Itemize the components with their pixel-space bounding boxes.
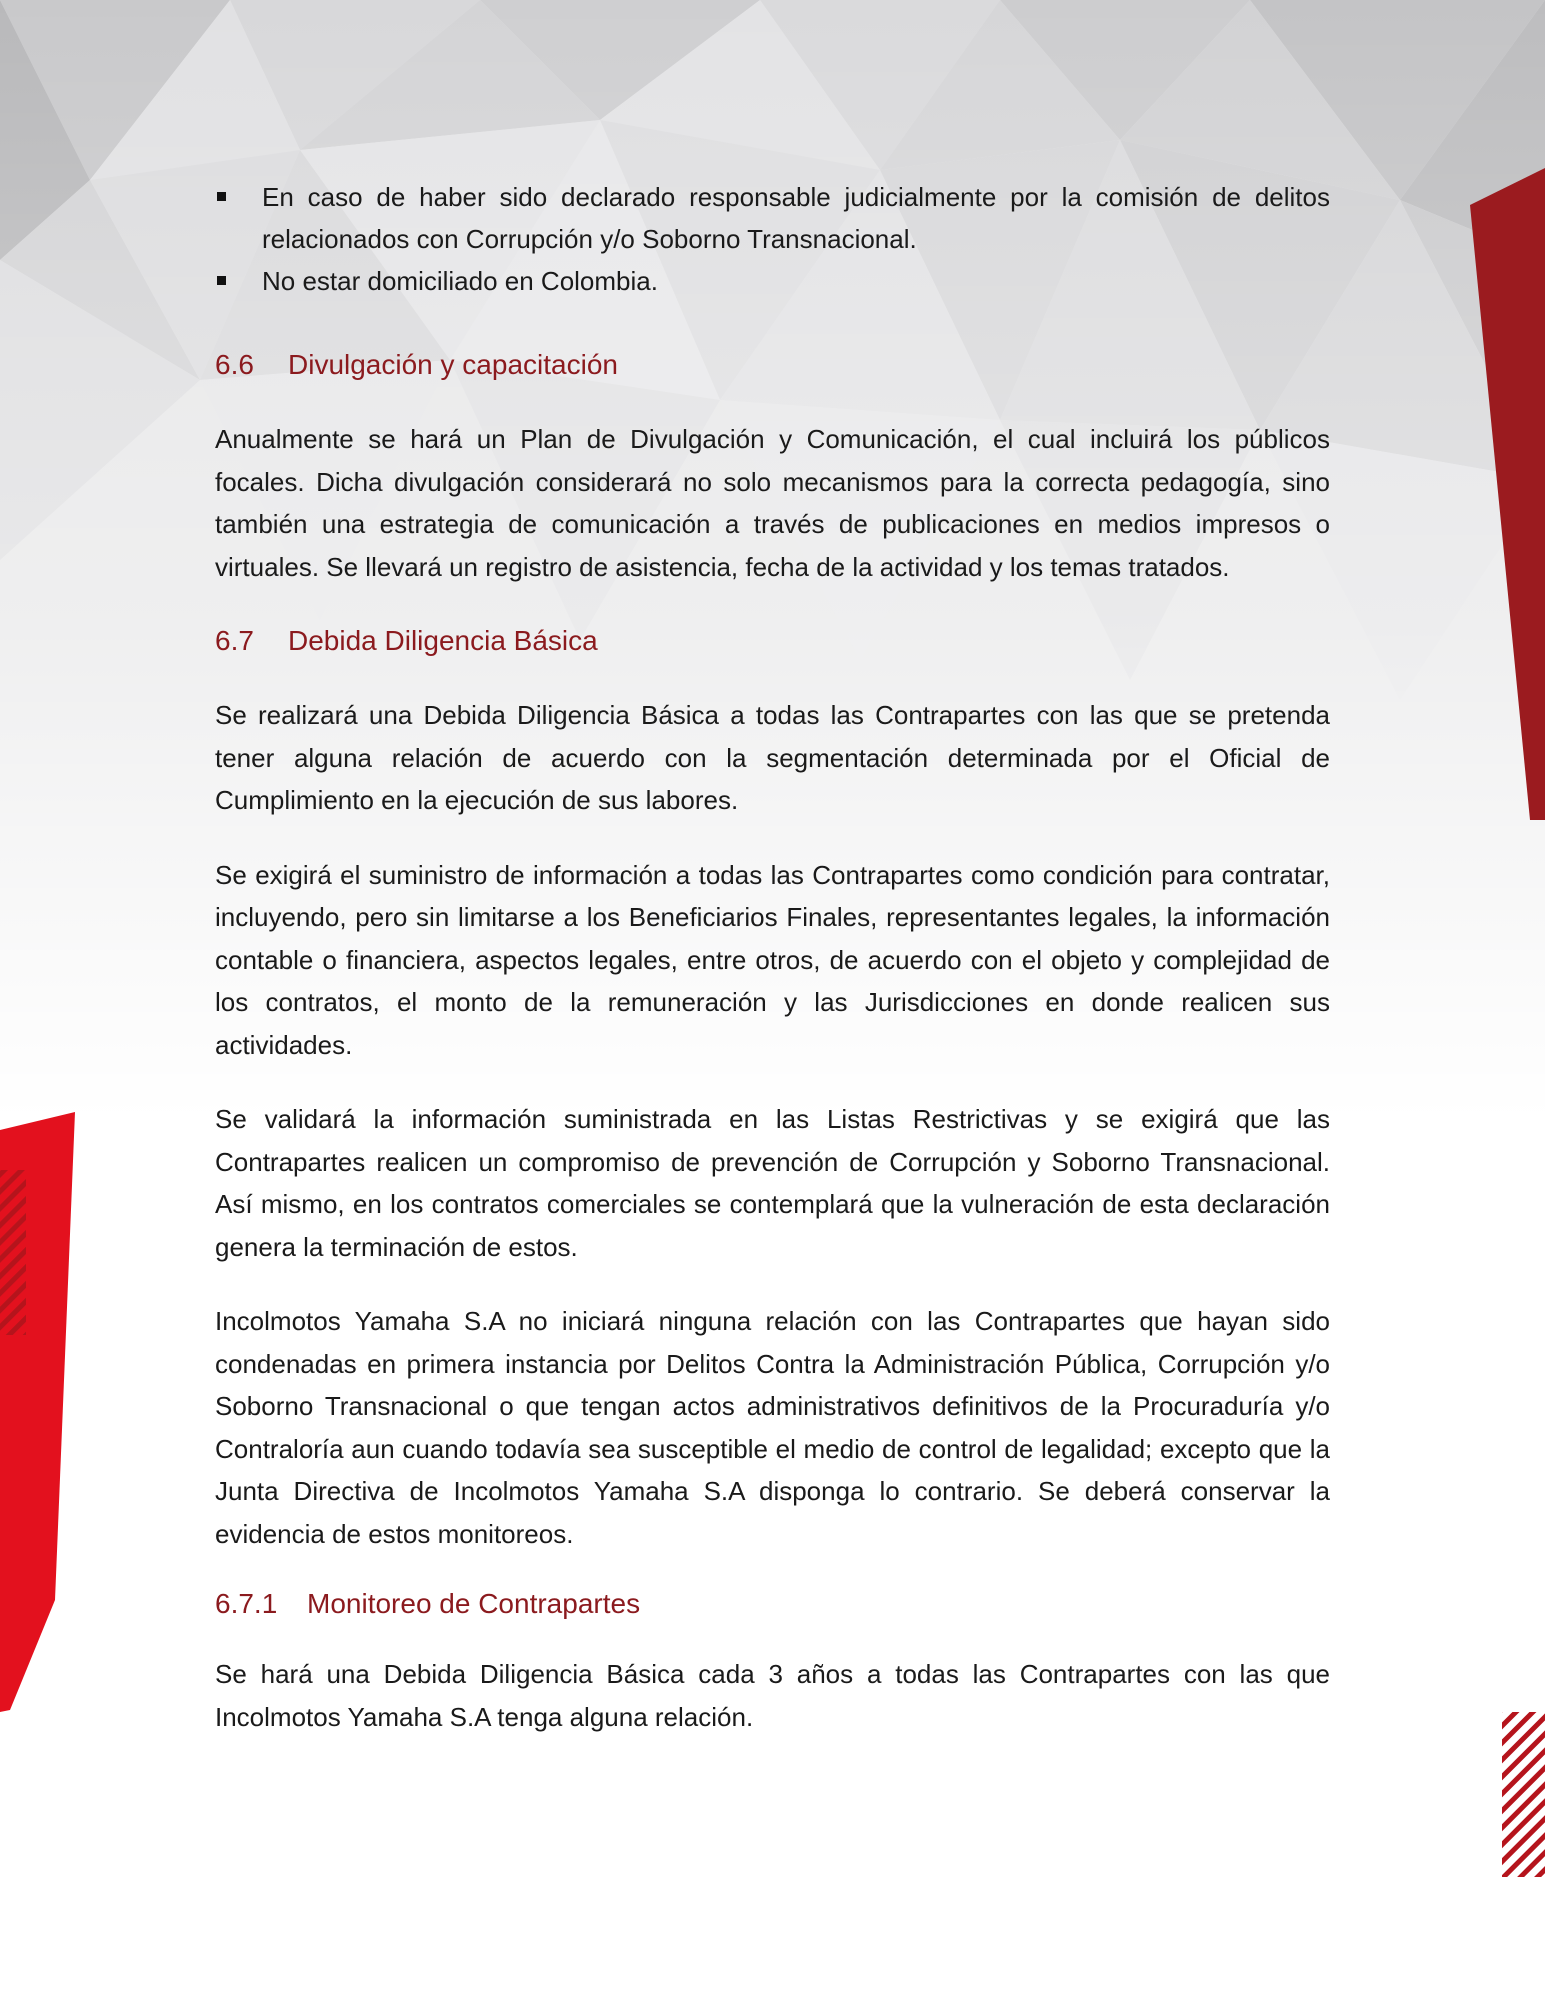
paragraph: Incolmotos Yamaha S.A no iniciará ninguna relación con las Contrapartes que hayan sido condenadas en primera instancia por Delitos Contra la Administración Pública, Corrupción y/o Soborno Transnacional o que tengan actos administrativos definitivos de la Procuraduría y/o Contraloría aun cuando todavía sea susceptible el medio de control de legalidad; excepto que la Junta Directiva de Incolmotos Yamaha S.A disponga lo contrario. Se deberá conservar la evidencia de estos monitoreos.: [215, 1306, 1330, 1549]
square-bullet-icon: [217, 276, 226, 285]
list-item: [215, 176, 1330, 260]
section-number: 6.7: [215, 625, 254, 656]
bullet-list: [215, 176, 1330, 302]
section-heading-6-7: [215, 620, 1330, 662]
section-heading-6-7-1: [215, 1583, 1330, 1625]
bullet-text: En caso de haber sido declarado responsable judicialmente por la comisión de delitos relacionados con Corrupción y/o Soborno Transnacional.: [262, 182, 1330, 254]
section-title: Divulgación y capacitación: [288, 349, 618, 380]
section-number: 6.7.1: [215, 1588, 278, 1619]
section-title: Debida Diligencia Básica: [288, 625, 598, 656]
paragraph: Se validará la información suministrada en las Listas Restrictivas y se exigirá que las Contrapartes realicen un compromiso de prevención de Corrupción y Soborno Transnacional. Así mismo, en los contratos comerciales se contemplará que la vulneración de esta declaración genera la terminación de estos.: [215, 1104, 1330, 1262]
right-hatch-pattern: [1502, 1712, 1545, 1877]
section-heading-6-6: [215, 344, 1330, 386]
section-title: Monitoreo de Contrapartes: [307, 1588, 641, 1619]
right-red-bar: [1470, 168, 1545, 820]
left-hatch-pattern: [0, 1170, 26, 1335]
paragraph: Se exigirá el suministro de información a todas las Contrapartes como condición para contratar, incluyendo, pero sin limitarse a los Beneficiarios Finales, representantes legales, la información contable o financiera, aspectos legales, entre otros, de acuerdo con el objeto y complejidad de los contratos, el monto de la remuneración y las Jurisdicciones en donde realicen sus actividades.: [215, 859, 1330, 1060]
square-bullet-icon: [217, 192, 226, 201]
document-body: [215, 176, 1330, 1738]
paragraph: Anualmente se hará un Plan de Divulgación y Comunicación, el cual incluirá los públicos focales. Dicha divulgación considerará no solo mecanismos para la correcta pedagogía, sino también una estrategia de comunicación a través de publicaciones en medios impresos o virtuales. Se llevará un registro de asistencia, fecha de la actividad y los temas tratados.: [215, 424, 1330, 582]
bullet-text: No estar domiciliado en Colombia.: [262, 266, 658, 296]
paragraph: Se realizará una Debida Diligencia Básica a todas las Contrapartes con las que se pretenda tener alguna relación de acuerdo con la segmentación determinada por el Oficial de Cumplimiento en la ejecución de sus labores.: [215, 700, 1330, 815]
list-item: [215, 260, 1330, 302]
section-number: 6.6: [215, 349, 254, 380]
paragraph: Se hará una Debida Diligencia Básica cada 3 años a todas las Contrapartes con las que Incolmotos Yamaha S.A tenga alguna relación.: [215, 1659, 1330, 1732]
